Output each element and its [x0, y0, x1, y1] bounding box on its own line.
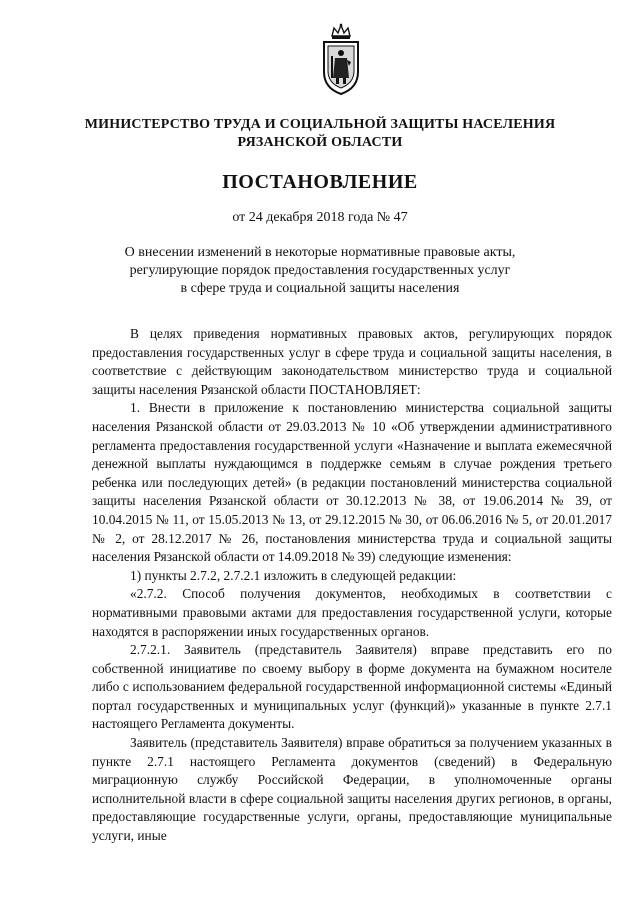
body-paragraph: Заявитель (представитель Заявителя) вправе обратиться за получением указанных в пункте 2.7.1 настоящего Регламента документов (сведений) в Федеральную миграционную службу Российской Федерации, в уполномоченные органы исполнительной власти в сфере социальной защиты населения других регионов, в органы, предоставляющие государственные услуги, органы, предоставляющие муниципальные услуги, иные	[92, 735, 612, 844]
body-paragraph: 2.7.2.1. Заявитель (представитель Заявителя) вправе представить его по собственной инициативе по своему выбору в форме документа на бумажном носителе либо с использованием федеральной государственной информационной системы «Единый портал государственных и муниципальных услуг (функций)» указанные в пункте 2.7.1 настоящего Регламента документы.	[92, 642, 612, 732]
document-title: ПОСТАНОВЛЕНИЕ	[222, 171, 418, 193]
subject-line: в сфере труда и социальной защиты населения	[180, 281, 460, 296]
body-paragraph: В целях приведения нормативных правовых актов, регулирующих порядок предоставления государственных услуг в сфере труда и социальной защиты населения, в соответствие с действующим законодательством министерство труда и социальной защиты населения Рязанской области ПОСТАНОВЛЯЕТ:	[92, 326, 612, 397]
body-paragraph: 1. Внести в приложение к постановлению министерства социальной защиты населения Рязанской области от 29.03.2013 № 10 «Об утверждении административного регламента предоставления государственной услуги «Назначение и выплата ежемесячной денежной выплаты нуждающимся в поддержке семьям в случае рождения третьего ребенка или последующих детей» (в редакции постановлений министерства социальной защиты населения Рязанской области от 30.12.2013 № 38, от 19.06.2014 № 39, от 10.04.2015 № 11, от 15.05.2013 № 13, от 29.12.2015 № 30, от 06.06.2016 № 5, от 20.01.2017 № 2, от 28.12.2017 № 26, постановления министерства труда и социальной защиты населения Рязанской области от 14.09.2018 № 39) следующие изменения:	[92, 400, 612, 565]
subject-line: регулирующие порядок предоставления государственных услуг	[129, 263, 511, 278]
ministry-name-line1: МИНИСТЕРСТВО ТРУДА И СОЦИАЛЬНОЙ ЗАЩИТЫ НАСЕЛЕНИЯ	[84, 117, 556, 132]
body-paragraph: 1) пункты 2.7.2, 2.7.2.1 изложить в следующей редакции:	[130, 567, 457, 583]
document-date: от 24 декабря 2018 года № 47	[232, 210, 408, 225]
ministry-name	[60, 116, 580, 152]
document-subject	[80, 244, 560, 298]
document-body	[92, 325, 612, 846]
ministry-name-line2: РЯЗАНСКОЙ ОБЛАСТИ	[237, 135, 403, 150]
subject-line: О внесении изменений в некоторые нормативные правовые акты,	[124, 245, 516, 260]
ryazan-coat-of-arms-icon	[318, 22, 364, 96]
body-paragraph: «2.7.2. Способ получения документов, необходимых в соответствии с нормативными правовыми актами для предоставления государственной услуги, которые находятся в распоряжении иных государственных органов.	[92, 586, 612, 639]
